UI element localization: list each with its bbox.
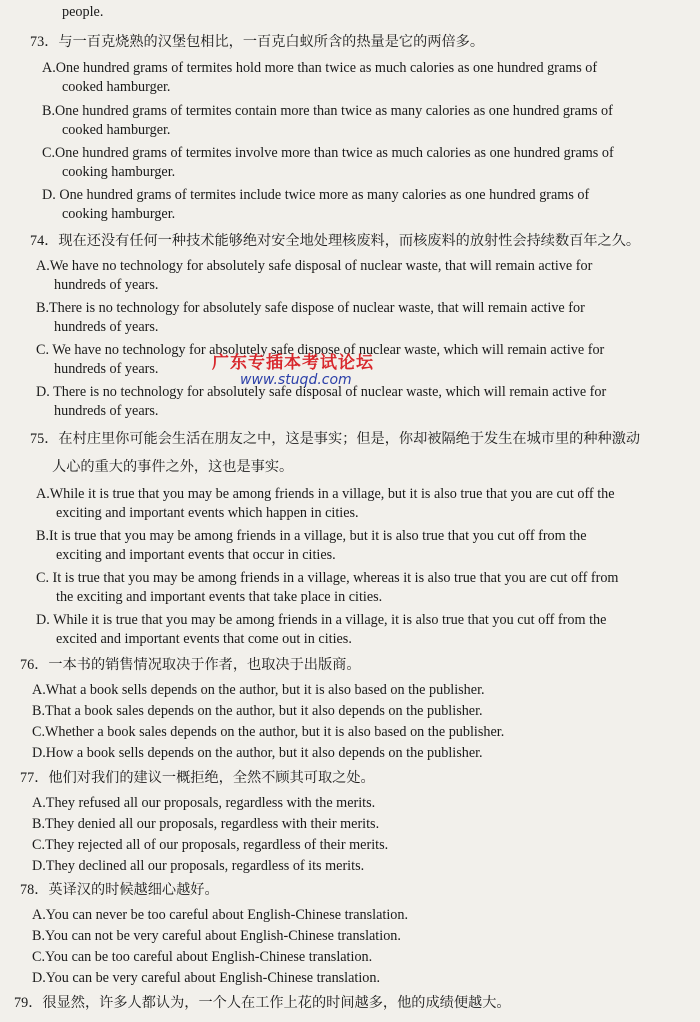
question-77-stem: 77．他们对我们的建议一概拒绝，全然不顾其可取之处。 [20,770,375,786]
q73-option-b-cont: cooked hamburger. [62,122,171,138]
q73-option-a-cont: cooked hamburger. [62,79,171,95]
q75-option-d-cont: excited and important events that come out in cities. [56,631,352,647]
q75-option-c-cont: the exciting and important events that take place in cities. [56,589,383,605]
question-79-stem: 79．很显然，许多人都认为，一个人在工作上花的时间越多，他的成绩便越大。 [14,995,511,1011]
q77-option-b: B.They denied all our proposals, regardless with their merits. [32,816,380,832]
q74-option-c-cont: hundreds of years. [54,361,159,377]
q75-option-b: B.It is true that you may be among friends in a village, but it is also true that you cut off from the [36,528,587,544]
q73-option-c-cont: cooking hamburger. [62,164,176,180]
q78-option-d: D.You can be very careful about English-Chinese translation. [32,970,381,986]
q74-option-c: C. We have no technology for absolutely safe dispose of nuclear waste, which will remain active for [36,342,605,358]
q75-option-d: D. While it is true that you may be among friends in a village, it is also true that you cut off from the [36,612,607,628]
q73-option-d: D. One hundred grams of termites include twice more as many calories as one hundred grams of [42,187,590,203]
q77-option-a: A.They refused all our proposals, regardless with the merits. [32,795,376,811]
q75-option-a: A.While it is true that you may be among friends in a village, but it is also true that you are cut off the [36,486,615,502]
question-78-stem: 78．英译汉的时候越细心越好。 [20,882,219,898]
q74-option-d: D. There is no technology for absolutely safe disposal of nuclear waste, which will remain active for [36,384,607,400]
watermark-url: www.stuqd.com [240,372,352,388]
question-73-stem: 73．与一百克烧熟的汉堡包相比，一百克白蚁所含的热量是它的两倍多。 [30,34,485,50]
q76-option-a: A.What a book sells depends on the author, but it is also based on the publisher. [32,682,485,698]
q78-option-b: B.You can not be very careful about English-Chinese translation. [32,928,401,944]
q74-option-b: B.There is no technology for absolutely safe dispose of nuclear waste, that will remain active for [36,300,585,316]
q74-option-b-cont: hundreds of years. [54,319,159,335]
q76-option-d: D.How a book sells depends on the author, but it also depends on the publisher. [32,745,483,761]
q75-option-c: C. It is true that you may be among friends in a village, whereas it is also true that you are cut off from [36,570,619,586]
question-75-stem: 75．在村庄里你可能会生活在朋友之中，这是事实；但是，你却被隔绝于发生在城市里的种种激动 [30,431,641,447]
question-74-stem: 74．现在还没有任何一种技术能够绝对安全地处理核废料，而核废料的放射性会持续数百年之久。 [30,233,641,249]
q76-option-b: B.That a book sales depends on the author, but it also depends on the publisher. [32,703,483,719]
q77-option-c: C.They rejected all of our proposals, regardless of their merits. [32,837,389,853]
q73-option-a: A.One hundred grams of termites hold more than twice as much calories as one hundred grams of [42,60,598,76]
q75-option-b-cont: exciting and important events that occur in cities. [56,547,336,563]
q74-option-a-cont: hundreds of years. [54,277,159,293]
q75-option-a-cont: exciting and important events which happen in cities. [56,505,359,521]
q74-option-d-cont: hundreds of years. [54,403,159,419]
q77-option-d: D.They declined all our proposals, regardless of its merits. [32,858,365,874]
q73-option-c: C.One hundred grams of termites involve more than twice as much calories as one hundred grams of [42,145,614,161]
watermark-text: 广东专插本考试论坛 [212,353,374,373]
q73-option-d-cont: cooking hamburger. [62,206,176,222]
q76-option-c: C.Whether a book sales depends on the author, but it is also based on the publisher. [32,724,505,740]
q74-option-a: A.We have no technology for absolutely safe disposal of nuclear waste, that will remain active for [36,258,593,274]
q78-option-a: A.You can never be too careful about English-Chinese translation. [32,907,409,923]
continued-text: people. [62,4,104,20]
q73-option-b: B.One hundred grams of termites contain more than twice as many calories as one hundred grams of [42,103,613,119]
q78-option-c: C.You can be too careful about English-Chinese translation. [32,949,373,965]
question-76-stem: 76．一本书的销售情况取决于作者，也取决于出版商。 [20,657,361,673]
question-75-stem-cont: 人心的重大的事件之外，这也是事实。 [52,459,294,475]
